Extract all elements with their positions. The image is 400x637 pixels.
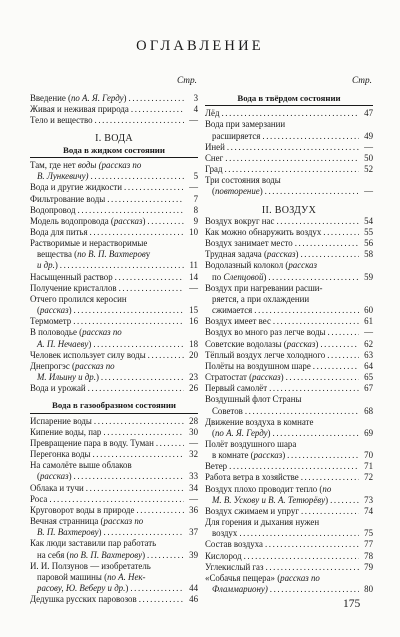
toc-entry-page: 4	[184, 104, 198, 115]
toc-entry[interactable]	[205, 417, 373, 439]
toc-entry-title: Советские водолазы (рассказ) .....	[205, 339, 359, 350]
toc-entry[interactable]	[205, 260, 373, 282]
toc-entry-page: 15	[184, 305, 198, 316]
toc-entry-page: 49	[359, 131, 373, 142]
toc-entries-left	[30, 93, 198, 605]
toc-entry-page: 18	[184, 339, 198, 350]
section-heading: Вода в твёрдом состоянии	[205, 93, 373, 106]
toc-entry-page: 62	[359, 339, 373, 350]
toc-entry-page: 80	[359, 584, 373, 595]
toc-entry-title: Снег .....	[205, 153, 359, 164]
part-heading: II. ВОЗДУХ	[261, 204, 317, 216]
toc-entry-page: —	[359, 142, 373, 153]
toc-entry-page: 71	[359, 461, 373, 472]
toc-entry-page: 14	[184, 272, 198, 283]
toc-entry-page: 70	[359, 450, 373, 461]
toc-entry-page: 55	[359, 227, 373, 238]
toc-entry[interactable]	[30, 350, 198, 361]
toc-entry-title: Кислород .....	[205, 551, 359, 562]
toc-entry-page: 36	[184, 505, 198, 516]
toc-entry-page: 28	[184, 416, 198, 427]
toc-entry-title: Насыщенный раствор .....	[30, 272, 184, 283]
toc-entry-page: —	[359, 186, 373, 197]
toc-entry-page: 37	[184, 527, 198, 538]
toc-entry-title: Тело и вещество .....	[30, 115, 184, 126]
toc-entry[interactable]	[30, 449, 198, 460]
section-heading: Вода в жидком состоянии	[30, 145, 198, 158]
toc-entry[interactable]	[205, 551, 373, 562]
page-number: 175	[343, 598, 361, 610]
toc-entry-title: Работа ветра в хозяйстве .....	[205, 472, 359, 483]
toc-entry-page: —	[184, 115, 198, 126]
toc-entry-title: В половодье (рассказ по А. П. Нечаеву) .....	[30, 327, 184, 349]
toc-entry-title: Иней .....	[205, 142, 359, 153]
toc-entry[interactable]	[30, 216, 198, 227]
toc-entry-page: 75	[359, 528, 373, 539]
toc-entry-title: Состав воздуха .....	[205, 539, 359, 550]
toc-column-right	[205, 76, 373, 595]
toc-entry-page: 54	[359, 216, 373, 227]
toc-entry-title: Воздух при нагревании расши- ряется, а при охлаждении сжимается .....	[205, 283, 359, 316]
toc-entry-page: 23	[184, 372, 198, 383]
toc-entry-title: Град .....	[205, 164, 359, 175]
toc-entry[interactable]	[205, 517, 373, 539]
toc-entry-page: 30	[184, 427, 198, 438]
toc-entry-title: Модель водопровода (рассказ) .....	[30, 216, 184, 227]
toc-entry-page: 16	[184, 316, 198, 327]
toc-entry-page: 61	[359, 316, 373, 327]
toc-entry[interactable]	[205, 361, 373, 372]
toc-entry-title: Как люди заставили пар работать на себя (по В. П. Вахтерову) .....	[30, 538, 184, 560]
toc-entry-title: Испарение воды .....	[30, 416, 184, 427]
toc-entry-title: Стратостат (рассказ) .....	[205, 372, 359, 383]
toc-entry-title: Воздух вокруг нас .....	[205, 216, 359, 227]
toc-entry-page: 74	[359, 506, 373, 517]
section-heading: Вода в газообразном состоянии	[30, 400, 198, 413]
toc-entry-title: Кипение воды, пар .....	[30, 427, 184, 438]
toc-entry-title: Воздух сжимаем и упруг .....	[205, 506, 359, 517]
toc-entry-title: Живая и неживая природа .....	[30, 104, 184, 115]
toc-entry-title: «Собачья пещера» (рассказ по Фламмариону) .....	[205, 573, 359, 595]
toc-entry-title: Круговорот воды в природе .....	[30, 505, 184, 516]
toc-entry-page: 68	[359, 406, 373, 417]
toc-entry-page: 50	[359, 153, 373, 164]
toc-entry[interactable]	[205, 484, 373, 495]
toc-entry[interactable]	[30, 594, 198, 605]
toc-entry[interactable]	[30, 538, 198, 560]
toc-entry-title: Тёплый воздух легче холодного .....	[205, 350, 359, 361]
toc-entry[interactable]	[30, 205, 198, 216]
toc-entry-title: Днепрогэс (рассказ по М. Ильину и др.) .....	[30, 361, 184, 383]
toc-entry-page: 59	[359, 272, 373, 283]
toc-entry-page: —	[184, 494, 198, 505]
toc-entry[interactable]	[205, 495, 373, 506]
toc-entry-page: 67	[359, 383, 373, 394]
toc-entry[interactable]	[205, 372, 373, 383]
toc-entry-title: Превращение пара в воду. Туман .....	[30, 438, 184, 449]
toc-entry[interactable]	[205, 383, 373, 394]
toc-entry-title: М. В. Ускову и В. А. Тетюрёву) .....	[205, 495, 359, 506]
toc-entry-title: Воздух имеет вес .....	[205, 316, 359, 327]
toc-entry[interactable]	[30, 316, 198, 327]
toc-entry-title: Полёты на воздушном шаре .....	[205, 361, 359, 372]
toc-entry-title: Облака и тучи .....	[30, 483, 184, 494]
toc-entry-title: Как можно обнаружить воздух .....	[205, 227, 359, 238]
toc-entry-title: Человек использует силу воды .....	[30, 350, 184, 361]
toc-entry-title: Углекислый газ .....	[205, 562, 359, 573]
toc-entry[interactable]	[30, 93, 198, 104]
toc-entry-page: 52	[359, 164, 373, 175]
toc-entry[interactable]	[205, 238, 373, 249]
toc-entry-page: 60	[359, 305, 373, 316]
toc-entry[interactable]	[205, 539, 373, 550]
toc-entry[interactable]	[205, 327, 373, 338]
toc-entry-title: Перегонка воды .....	[30, 449, 184, 460]
toc-column-left	[30, 76, 198, 605]
toc-entry[interactable]	[205, 439, 373, 461]
toc-entry[interactable]	[30, 438, 198, 449]
toc-entry[interactable]	[30, 227, 198, 238]
toc-entry-title: Движение воздуха в комнате (по А. Я. Герду) .....	[205, 417, 359, 439]
toc-entry-title: Вода для питья .....	[30, 227, 184, 238]
toc-entry[interactable]	[205, 394, 373, 416]
toc-entry[interactable]	[205, 227, 373, 238]
toc-entry[interactable]	[205, 562, 373, 573]
toc-entry-title: Вода и другие жидкости .....	[30, 182, 184, 193]
toc-entry-title: Трудная задача (рассказ) .....	[205, 249, 359, 260]
toc-entry-page: 8	[184, 205, 198, 216]
toc-entry-page: 47	[359, 108, 373, 119]
toc-entry[interactable]	[205, 506, 373, 517]
toc-entry[interactable]	[30, 483, 198, 494]
toc-entry[interactable]	[30, 115, 198, 126]
part-heading: I. ВОДА	[95, 133, 133, 145]
toc-entry-title: Три состояния воды (повторение) .....	[205, 175, 359, 197]
page-column-label: Стр.	[351, 76, 372, 86]
toc-entry-title: Лёд .....	[205, 108, 359, 119]
toc-entry-page: 26	[184, 383, 198, 394]
toc-entry-page: 56	[359, 238, 373, 249]
toc-entry-title: Воздух плохо проводит тепло (по	[205, 483, 332, 494]
toc-entry[interactable]	[205, 472, 373, 483]
toc-entry-title: Воздушный флот Страны Советов .....	[205, 394, 359, 416]
toc-entry-title: Первый самолёт .....	[205, 383, 359, 394]
toc-entry[interactable]	[205, 461, 373, 472]
toc-entry[interactable]	[205, 316, 373, 327]
toc-entry-title: Дедушка русских паровозов .....	[30, 594, 184, 605]
toc-entry[interactable]	[30, 416, 198, 427]
toc-entry[interactable]	[205, 339, 373, 350]
toc-entry[interactable]	[205, 283, 373, 316]
toc-entry[interactable]	[30, 383, 198, 394]
toc-entry-page: 11	[184, 260, 198, 271]
toc-entry-page: —	[184, 438, 198, 449]
toc-entry-page: 9	[184, 216, 198, 227]
toc-entry-page: 58	[359, 249, 373, 260]
toc-entry[interactable]	[205, 175, 373, 197]
toc-entry[interactable]	[30, 494, 198, 505]
toc-entry[interactable]	[205, 573, 373, 595]
toc-entry-page: 73	[359, 495, 373, 506]
toc-entry-page: 39	[184, 550, 198, 561]
toc-entry-title: Растворимые и нерастворимые вещества (по В. П. Вахтерову и др.) .....	[30, 238, 184, 271]
toc-entry-page: 72	[359, 472, 373, 483]
toc-entry-title: Фильтрование воды .....	[30, 194, 184, 205]
toc-entry[interactable]	[30, 427, 198, 438]
toc-entry-title: Водолазный колокол (рассказ по Слепцовой) .....	[205, 260, 359, 282]
toc-entry-title: Вода и урожай .....	[30, 383, 184, 394]
toc-entry-page: 69	[359, 428, 373, 439]
toc-entry[interactable]	[30, 294, 198, 316]
toc-entry-title: Термометр .....	[30, 316, 184, 327]
toc-entry-title: Вечная странница (рассказ по В. П. Вахтерову) .....	[30, 516, 184, 538]
toc-entry[interactable]	[30, 194, 198, 205]
toc-entry[interactable]	[30, 272, 198, 283]
toc-entry-page: 32	[184, 449, 198, 460]
toc-entry[interactable]	[30, 327, 198, 349]
toc-entry[interactable]	[30, 505, 198, 516]
toc-entry[interactable]	[30, 160, 198, 182]
toc-entry[interactable]	[30, 361, 198, 383]
toc-entry-title: Воздух занимает место .....	[205, 238, 359, 249]
toc-entry-page: 10	[184, 227, 198, 238]
page-column-label: Стр.	[176, 76, 197, 86]
toc-entry[interactable]	[205, 119, 373, 141]
toc-entry[interactable]	[205, 216, 373, 227]
toc-entry-page: 65	[359, 372, 373, 383]
toc-entry[interactable]	[205, 142, 373, 153]
toc-entry-page: 5	[184, 171, 198, 182]
toc-entry[interactable]	[205, 249, 373, 260]
toc-entry-title: Воздух во много раз легче воды .....	[205, 327, 359, 338]
toc-entry-page: —	[359, 327, 373, 338]
toc-entry-page: 33	[184, 471, 198, 482]
toc-entry-title: Полёт воздушного шара в комнате (рассказ) .....	[205, 439, 359, 461]
toc-entry[interactable]	[30, 238, 198, 271]
toc-entry-title: Там, где нет воды (рассказ по В. Лункевичу) .....	[30, 160, 184, 182]
toc-entry-title: Получение кристаллов .....	[30, 283, 184, 294]
toc-entry-page: 77	[359, 539, 373, 550]
toc-entry[interactable]	[30, 460, 198, 482]
toc-entry[interactable]	[205, 153, 373, 164]
toc-entry-page: —	[184, 283, 198, 294]
toc-entry-title: На самолёте выше облаков (рассказ) .....	[30, 460, 184, 482]
toc-entry[interactable]	[205, 164, 373, 175]
toc-entry[interactable]	[30, 516, 198, 538]
toc-entry-page: 64	[359, 361, 373, 372]
toc-entry[interactable]	[30, 182, 198, 193]
toc-entry-title: Вода при замерзании расширяется .....	[205, 119, 359, 141]
toc-entry-title: Введение (по А. Я. Герду) .....	[30, 93, 184, 104]
toc-entry-page: 20	[184, 350, 198, 361]
toc-entry-page: 34	[184, 483, 198, 494]
toc-entry-title: И. И. Ползунов — изобретатель паровой машины (по А. Нек- расову, Ю. Веберу и др.) .....	[30, 561, 184, 594]
toc-entry-page: 3	[184, 93, 198, 104]
toc-entry-page: 46	[184, 594, 198, 605]
toc-entry-title: Ветер .....	[205, 461, 359, 472]
toc-entries-right	[205, 93, 373, 595]
toc-entry[interactable]	[30, 561, 198, 594]
toc-entry-title: Отчего пролился керосин (рассказ) .....	[30, 294, 184, 316]
toc-entry-title: Роса .....	[30, 494, 184, 505]
toc-entry-title: Водопровод .....	[30, 205, 184, 216]
toc-entry-page: —	[184, 182, 198, 193]
toc-entry-page: 44	[184, 583, 198, 594]
toc-entry-page: 7	[184, 194, 198, 205]
toc-entry[interactable]	[30, 283, 198, 294]
page-title: ОГЛАВЛЕНИЕ	[136, 38, 264, 54]
toc-entry[interactable]	[205, 108, 373, 119]
toc-entry-page: 78	[359, 551, 373, 562]
toc-entry[interactable]	[205, 350, 373, 361]
toc-entry-page: 63	[359, 350, 373, 361]
toc-entry-title: Для горения и дыхания нужен воздух .....	[205, 517, 359, 539]
toc-entry[interactable]	[30, 104, 198, 115]
toc-entry-page: 79	[359, 562, 373, 573]
